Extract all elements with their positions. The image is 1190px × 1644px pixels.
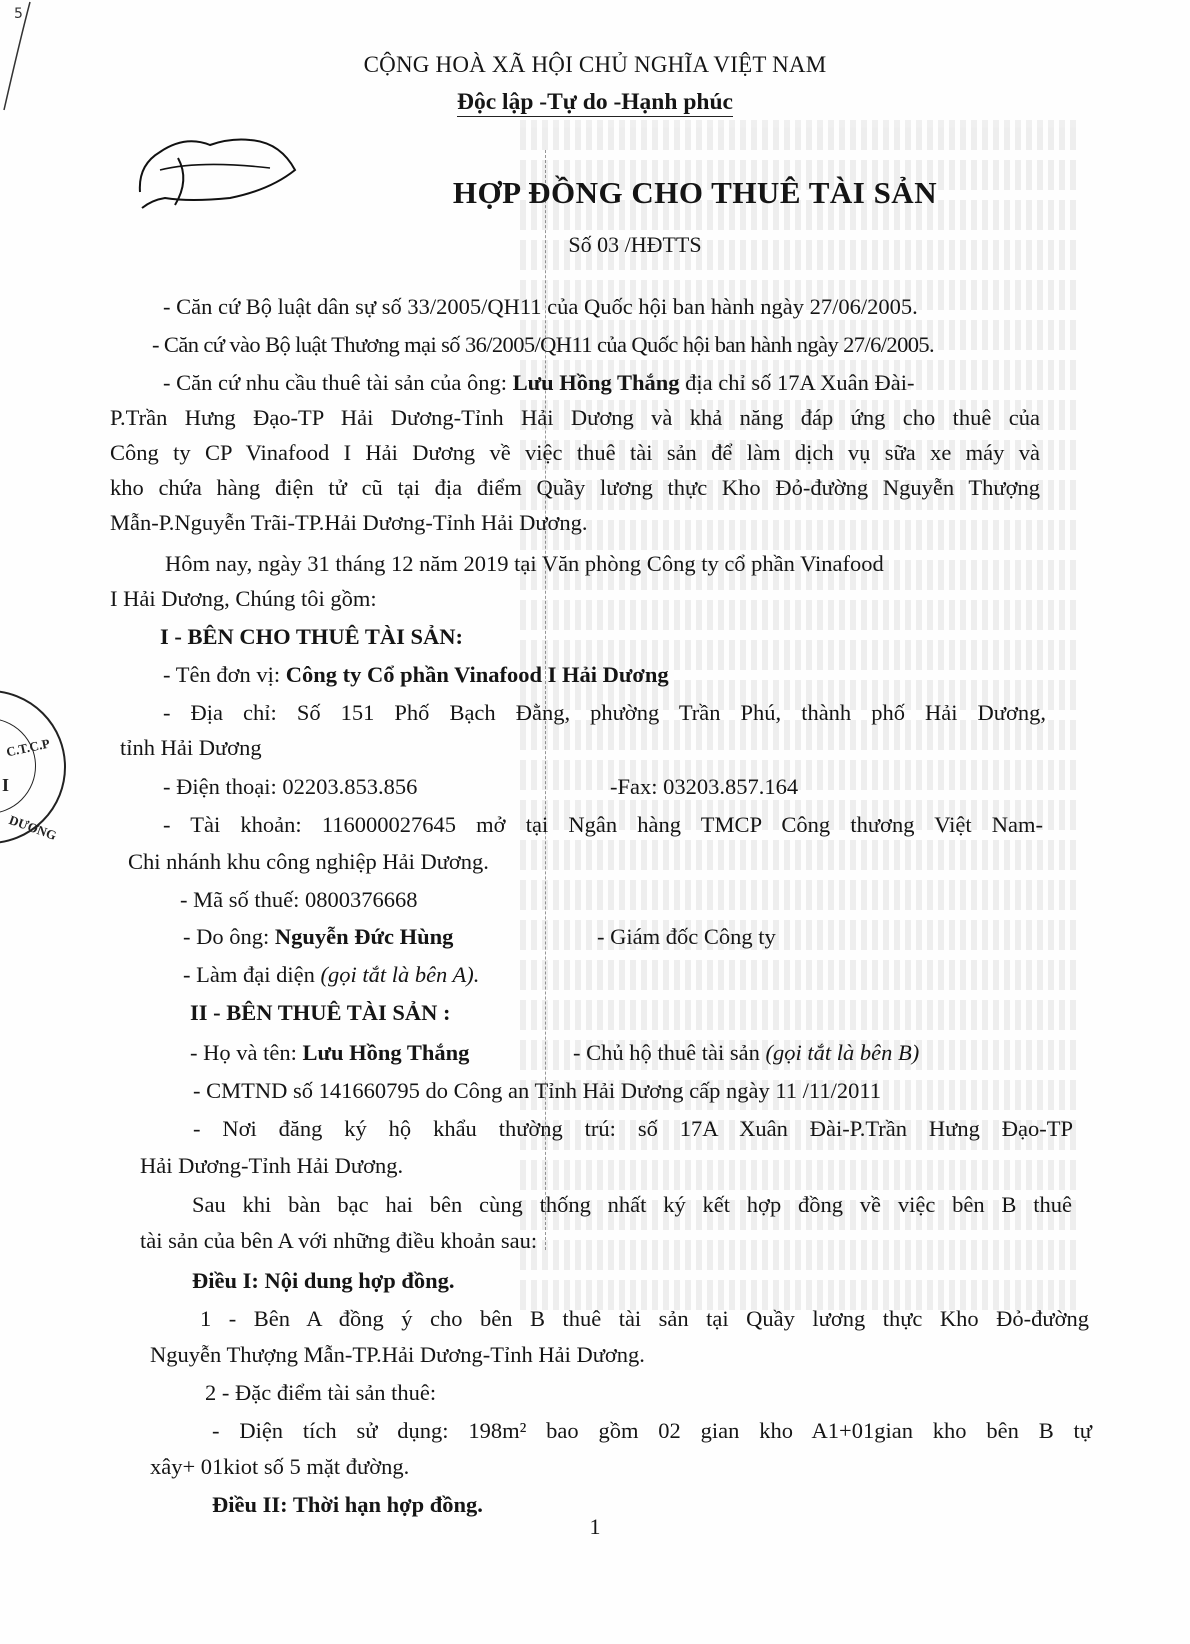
party-a-address: - Địa chỉ: Số 151 Phố Bạch Đằng, phường Trần Phú, thành phố Hải Dương, bbox=[163, 700, 1046, 725]
party-a-address-cont: tỉnh Hải Dương bbox=[120, 735, 262, 760]
party-a-unit bbox=[163, 660, 669, 690]
page-number: 1 bbox=[589, 1514, 601, 1539]
party-b-heading: II - BÊN THUÊ TÀI SẢN : bbox=[190, 1000, 451, 1025]
national-motto bbox=[0, 87, 1190, 117]
today-line-1: Hôm nay, ngày 31 tháng 12 năm 2019 tại Văn phòng Công ty cổ phần Vinafood bbox=[165, 551, 884, 576]
party-a-tax: - Mã số thuế: 0800376668 bbox=[180, 887, 418, 912]
article-1-area: - Diện tích sử dụng: 198m² bao gồm 02 gian kho A1+01gian kho bên B tự bbox=[212, 1418, 1092, 1443]
party-b-residence: - Nơi đăng ký hộ khẩu thường trú: số 17A Xuân Đài-P.Trần Hưng Đạo-TP bbox=[193, 1116, 1073, 1141]
party-a-represent-note: (gọi tắt là bên A). bbox=[320, 962, 480, 987]
party-a-rep-title: - Giám đốc Công ty bbox=[597, 924, 776, 949]
article-1-item-1: 1 - Bên A đồng ý cho bên B thuê tài sản tại Quầy lương thực Kho Đỏ-đường bbox=[200, 1306, 1089, 1331]
contract-title: HỢP ĐỒNG CHO THUÊ TÀI SẢN bbox=[452, 175, 938, 210]
seal-text-bottom: DƯƠNG bbox=[7, 812, 59, 844]
article-1-heading: Điều I: Nội dung hợp đồng. bbox=[192, 1268, 455, 1293]
party-b-role-text: - Chủ hộ thuê tài sản bbox=[573, 1040, 766, 1065]
party-b-role-note: (gọi tắt là bên B) bbox=[765, 1040, 920, 1065]
svg-text:5: 5 bbox=[14, 6, 23, 22]
motto-text: Độc lập -Tự do -Hạnh phúc bbox=[457, 89, 733, 115]
seal-text-mid: I bbox=[2, 775, 10, 795]
party-b-name-value: Lưu Hồng Thắng bbox=[302, 1040, 470, 1065]
basis-3-line-1 bbox=[163, 368, 914, 398]
basis-3-pre: - Căn cứ nhu cầu thuê tài sản của ông: bbox=[163, 370, 513, 395]
contract-number: Số 03 /HĐTTS bbox=[568, 232, 702, 257]
party-b-role bbox=[573, 1038, 919, 1068]
basis-line-2: - Căn cứ vào Bộ luật Thương mại số 36/2005/QH11 của Quốc hội ban hành ngày 27/6/2005. bbox=[152, 332, 935, 357]
agreement-line-1: Sau khi bàn bạc hai bên cùng thống nhất ký kết hợp đồng về việc bên B thuê bbox=[192, 1192, 1072, 1217]
party-a-phone: - Điện thoại: 02203.853.856 bbox=[163, 774, 418, 799]
national-title: CỘNG HOÀ XÃ HỘI CHỦ NGHĨA VIỆT NAM bbox=[363, 52, 827, 77]
basis-3-line-4: kho chứa hàng điện tử cũ tại địa điểm Quầy lương thực Kho Đỏ-đường Nguyễn Thượng bbox=[110, 475, 1040, 500]
basis-3-line-3: Công ty CP Vinafood I Hải Dương về việc thuê tài sản để làm dịch vụ sữa xe máy và bbox=[110, 440, 1040, 465]
article-1-item-1-cont: Nguyễn Thượng Mẫn-TP.Hải Dương-Tỉnh Hải Dương. bbox=[150, 1342, 645, 1367]
party-a-represent bbox=[183, 960, 479, 990]
party-a-fax: -Fax: 03203.857.164 bbox=[610, 774, 799, 799]
agreement-line-2: tài sản của bên A với những điều khoản sau: bbox=[140, 1228, 538, 1253]
party-b-name bbox=[190, 1038, 469, 1068]
party-a-heading: I - BÊN CHO THUÊ TÀI SẢN: bbox=[160, 624, 463, 649]
party-a-unit-value: Công ty Cổ phần Vinafood I Hải Dương bbox=[285, 662, 669, 687]
party-a-rep-name: Nguyễn Đức Hùng bbox=[274, 924, 454, 949]
article-1-area-cont: xây+ 01kiot số 5 mặt đường. bbox=[150, 1454, 410, 1479]
article-2-heading: Điều II: Thời hạn hợp đồng. bbox=[212, 1492, 483, 1517]
article-1-item-2: 2 - Đặc điểm tài sản thuê: bbox=[205, 1380, 437, 1405]
basis-3-post: địa chỉ số 17A Xuân Đài- bbox=[679, 370, 915, 395]
lessee-name-inline: Lưu Hồng Thắng bbox=[512, 370, 680, 395]
party-b-residence-cont: Hải Dương-Tỉnh Hải Dương. bbox=[140, 1153, 404, 1178]
party-a-account-cont: Chi nhánh khu công nghiệp Hải Dương. bbox=[128, 849, 489, 874]
basis-line-1: - Căn cứ Bộ luật dân sự số 33/2005/QH11 của Quốc hội ban hành ngày 27/06/2005. bbox=[163, 294, 918, 319]
party-a-unit-label: - Tên đơn vị: bbox=[163, 662, 286, 687]
party-a-rep-label: - Do ông: bbox=[183, 924, 275, 949]
seal-text-top: C.T.C.P bbox=[4, 735, 52, 760]
party-b-id: - CMTND số 141660795 do Công an Tỉnh Hải Dương cấp ngày 11 /11/2011 bbox=[193, 1078, 881, 1103]
party-a-represent-label: - Làm đại diện bbox=[183, 962, 321, 987]
today-line-2: I Hải Dương, Chúng tôi gồm: bbox=[110, 586, 377, 611]
basis-3-line-2: P.Trần Hưng Đạo-TP Hải Dương-Tỉnh Hải Dương và khả năng đáp ứng cho thuê của bbox=[110, 405, 1040, 430]
party-a-account: - Tài khoản: 116000027645 mở tại Ngân hàng TMCP Công thương Việt Nam- bbox=[163, 812, 1043, 837]
party-a-rep bbox=[183, 922, 453, 952]
basis-3-line-5: Mẫn-P.Nguyễn Trãi-TP.Hải Dương-Tỉnh Hải Dương. bbox=[110, 510, 588, 535]
party-b-name-label: - Họ và tên: bbox=[190, 1040, 303, 1065]
